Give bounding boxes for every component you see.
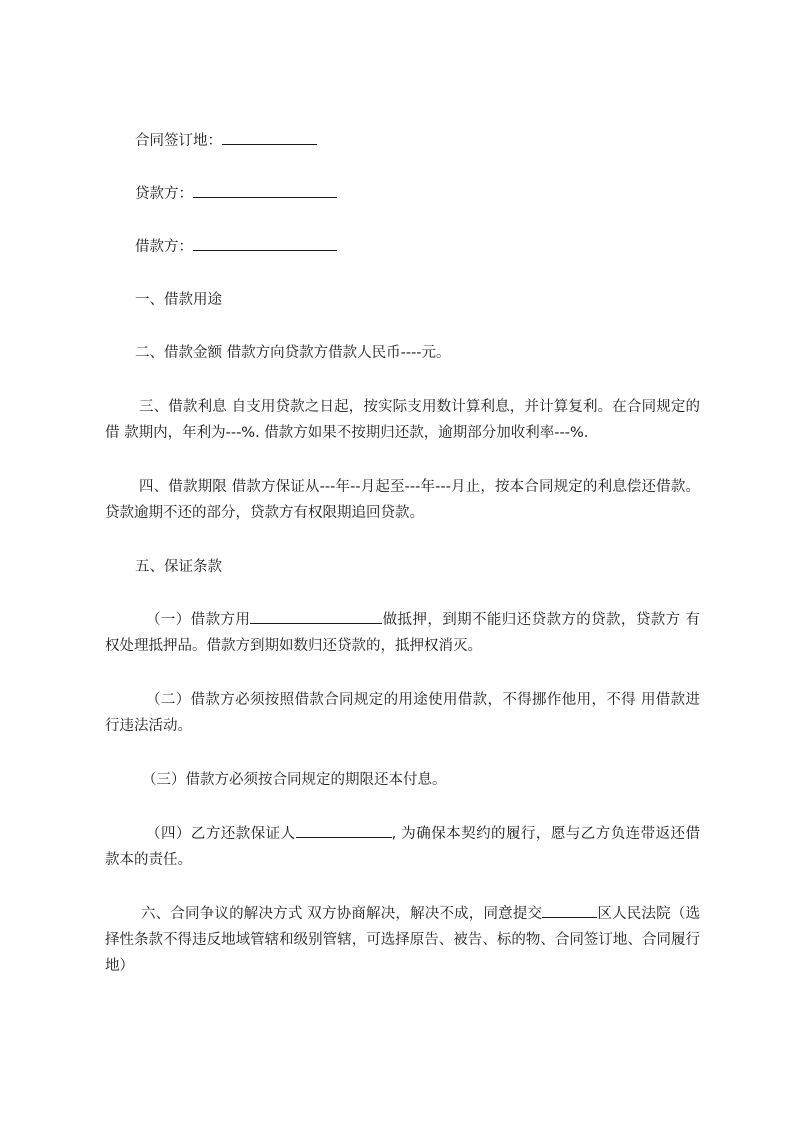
section-3-interest: 三、借款利息 自支用贷款之日起，按实际支用数计算利息，并计算复利。在合同规定的借 款期内，年利为---%. 借款方如果不按期归还款，逾期部分加收利率---%. (105, 399, 700, 441)
clause-5-4 (105, 821, 700, 873)
clause-5-1-text-a: （一）借款方用 (146, 612, 251, 628)
section-5-guarantee: 五、保证条款 (135, 559, 222, 575)
borrower-blank[interactable] (193, 236, 337, 251)
lender-label: 贷款方： (135, 186, 193, 202)
court-district-blank[interactable] (542, 903, 597, 918)
borrower-label: 借款方： (135, 239, 193, 255)
lender-blank[interactable] (193, 183, 337, 198)
sign-place-label: 合同签订地： (135, 133, 222, 149)
section-4-term: 四、借款期限 借款方保证从---年--月起至---年---月止，按本合同规定的利息偿还借款。 贷款逾期不还的部分，贷款方有权限期追回贷款。 (105, 479, 700, 521)
sign-place-blank[interactable] (222, 130, 317, 145)
section-6-text-b: 区人民法院（选择性条款不得违反地域管辖和级别管辖，可选择原告、被告、标的物、合同签订地、合同履行地） (105, 906, 701, 974)
clause-5-3: （三）借款方必须按合同规定的期限还本付息。 (142, 772, 447, 788)
section-1-purpose: 一、借款用途 (135, 292, 222, 308)
borrower-line (105, 234, 700, 260)
collateral-blank[interactable] (250, 609, 382, 624)
sign-place-line (105, 128, 700, 154)
lender-line (105, 181, 700, 207)
clause-5-1 (105, 607, 700, 659)
section-2-amount: 二、借款金额 借款方向贷款方借款人民币----元。 (135, 345, 451, 361)
clause-5-1-text-b: 做抵押，到期不能归还贷款方的贷款，贷款方 有权处理抵押品。借款方到期如数归还贷款的，抵押权消灭。 (105, 612, 700, 654)
clause-5-4-text-b: , 为确保本契约的履行，愿与乙方负连带返还借款本的责任。 (105, 826, 700, 868)
section-6-text-a: 六、合同争议的解决方式 双方协商解决，解决不成，同意提交 (141, 906, 543, 922)
section-6-dispute (105, 901, 700, 979)
guarantor-blank[interactable] (296, 823, 392, 838)
clause-5-4-text-a: （四）乙方还款保证人 (146, 826, 296, 842)
clause-5-2: （二）借款方必须按照借款合同规定的用途使用借款，不得挪作他用，不得 用借款进行违法活动。 (105, 692, 700, 734)
